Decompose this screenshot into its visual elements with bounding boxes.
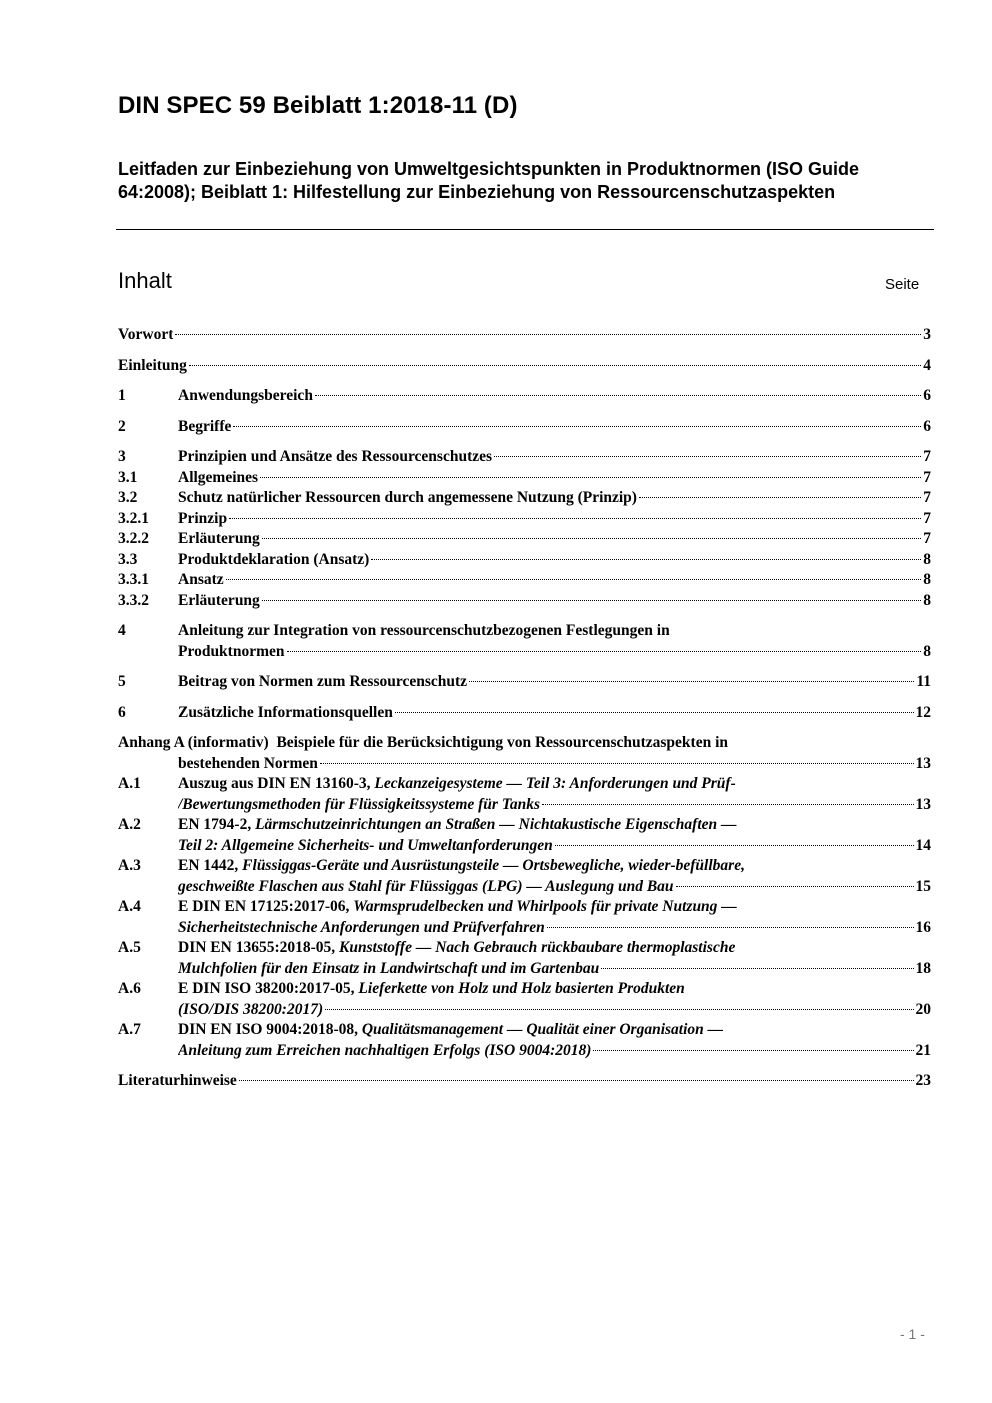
toc-entry-text: Literaturhinweise [118, 1072, 237, 1089]
toc-entry-reference: EN 1794-2, [178, 816, 256, 833]
toc-entry-vorwort[interactable] [118, 325, 931, 346]
toc-entry-number: A.4 [118, 898, 141, 915]
toc-entry-text: Produktdeklaration (Ansatz) [178, 550, 370, 568]
toc-entry-text [178, 938, 735, 959]
toc-entry-number: A.6 [118, 980, 141, 997]
dot-leader [189, 365, 921, 366]
toc-entry-text: Ansatz [178, 571, 224, 588]
toc-entry-page: 6 [923, 417, 931, 435]
toc-entry-a2-continued[interactable] [118, 836, 931, 857]
toc-entry-page: 13 [915, 795, 931, 813]
document-subtitle: Leitfaden zur Einbeziehung von Umweltgesichtspunkten in Produktnormen (ISO Guide 64:2008); Beiblatt 1: Hilfestellung zur Einbeziehung von Ressourcenschutzaspekten [118, 159, 860, 202]
toc-entry-page: 7 [923, 448, 931, 465]
toc-entry-standard-title: Anleitung zum Erreichen nachhaltigen Erfolgs (ISO 9004:2018) [178, 1041, 592, 1059]
toc-entry-6[interactable] [118, 703, 931, 724]
toc-entry-text [178, 979, 685, 1000]
toc-entry-number: 6 [118, 703, 126, 721]
toc-entry-standard-title: Kunststoffe — Nach Gebrauch rückbaubare thermoplastische [339, 939, 736, 956]
toc-entry-a4[interactable] [118, 897, 931, 918]
toc-entry-text: Einleitung [118, 356, 187, 374]
toc-entry-einleitung[interactable] [118, 356, 931, 377]
table-of-contents [118, 325, 931, 1092]
toc-entry-reference: DIN EN 13655:2018-05, [178, 939, 340, 956]
toc-entry-text: Prinzip [178, 509, 228, 527]
toc-heading: Inhalt [118, 268, 172, 293]
toc-entry-reference: E DIN ISO 38200:2017-05, [178, 980, 359, 997]
toc-entry-2[interactable] [118, 417, 931, 438]
toc-entry-number: A.3 [118, 857, 141, 874]
dot-leader [542, 804, 913, 805]
toc-entry-3-3-1[interactable] [118, 570, 931, 591]
dot-leader [229, 518, 921, 519]
toc-entry-3-3-2[interactable] [118, 591, 931, 612]
toc-entry-number: 3.2.2 [118, 530, 149, 547]
toc-entry-text: Zusätzliche Informationsquellen [178, 703, 393, 721]
toc-entry-page: 23 [915, 1072, 931, 1089]
toc-entry-a2[interactable] [118, 815, 931, 836]
toc-entry-page: 20 [915, 1000, 931, 1018]
toc-entry-page: 8 [923, 591, 931, 609]
toc-entry-text: Beitrag von Normen zum Ressourcenschutz [178, 673, 468, 690]
toc-entry-text: Produktnormen [178, 642, 285, 660]
toc-entry-a3[interactable] [118, 856, 931, 877]
toc-entry-standard-title: Warmsprudelbecken und Whirlpools für private Nutzung — [353, 898, 737, 915]
dot-leader [593, 1050, 913, 1051]
dot-leader [325, 1009, 913, 1010]
toc-entry-text: Anwendungsbereich [178, 387, 313, 404]
toc-entry-page: 21 [915, 1041, 931, 1059]
toc-entry-standard-title: Sicherheitstechnische Anforderungen und Prüfverfahren [178, 918, 545, 936]
dot-leader [262, 600, 921, 601]
toc-entry-4-continued[interactable] [118, 642, 931, 663]
dot-leader [395, 712, 914, 713]
dot-leader [555, 845, 914, 846]
toc-entry-a4-continued[interactable] [118, 918, 931, 939]
toc-entry-page: 13 [915, 754, 931, 772]
toc-entry-a5[interactable] [118, 938, 931, 959]
toc-entry-a7[interactable] [118, 1020, 931, 1041]
dot-leader [175, 334, 921, 335]
toc-entry-a6[interactable] [118, 979, 931, 1000]
dot-leader [239, 1080, 914, 1081]
toc-entry-anhang-a[interactable] [118, 733, 931, 754]
toc-entry-text: bestehenden Normen [178, 754, 318, 772]
toc-entry-a1[interactable] [118, 774, 931, 795]
toc-entry-number: A.1 [118, 775, 141, 792]
toc-entry-page: 7 [923, 509, 931, 527]
toc-entry-page: 8 [923, 571, 931, 588]
toc-entry-number: 3.3 [118, 550, 138, 568]
toc-entry-standard-title: geschweißte Flaschen aus Stahl für Flüssiggas (LPG) — Auslegung und Bau [178, 877, 674, 895]
toc-entry-number: 1 [118, 387, 126, 404]
toc-entry-page: 3 [923, 326, 931, 343]
toc-page-column-label: Seite [885, 276, 920, 293]
toc-entry-reference: E DIN EN 17125:2017-06, [178, 898, 354, 915]
toc-entry-reference: Auszug aus DIN EN 13160-3, [178, 775, 375, 792]
dot-leader [494, 456, 921, 457]
toc-entry-page: 16 [915, 918, 931, 936]
toc-entry-text [178, 897, 737, 918]
toc-entry-number: 3.2 [118, 489, 138, 506]
dot-leader [320, 763, 914, 764]
toc-entry-number: 2 [118, 417, 126, 435]
toc-entry-text: Erläuterung [178, 591, 260, 609]
toc-entry-text [178, 1020, 723, 1041]
toc-entry-page: 6 [923, 387, 931, 404]
toc-entry-number: 3.1 [118, 468, 138, 486]
toc-entry-a1-continued[interactable] [118, 795, 931, 816]
toc-entry-number: 4 [118, 622, 126, 639]
dot-leader [262, 538, 921, 539]
toc-entry-standard-title: Leckanzeigesysteme — Teil 3: Anforderungen und Prüf- [374, 775, 736, 792]
toc-entry-3-2-1[interactable] [118, 509, 931, 530]
dot-leader [547, 927, 914, 928]
toc-entry-standard-title: Lieferkette von Holz und Holz basierten Produkten [358, 980, 685, 997]
page-number: - 1 - [900, 1326, 925, 1342]
dot-leader [601, 968, 913, 969]
toc-entry-reference: DIN EN ISO 9004:2018-08, [178, 1021, 362, 1038]
toc-entry-text: Begriffe [178, 417, 232, 435]
dot-leader [639, 497, 921, 498]
toc-entry-page: 18 [915, 959, 931, 977]
dot-leader [676, 886, 914, 887]
toc-entry-text: Prinzipien und Ansätze des Ressourcenschutzes [178, 448, 493, 465]
toc-entry-standard-title: /Bewertungsmethoden für Flüssigkeitssysteme für Tanks [178, 795, 541, 813]
title-divider [116, 229, 934, 230]
toc-entry-page: 7 [923, 489, 931, 506]
toc-entry-3-1[interactable] [118, 468, 931, 489]
toc-entry-text: Anhang A (informativ) Beispiele für die Berücksichtigung von Ressourcenschutzaspekten in [118, 734, 729, 751]
dot-leader [226, 579, 922, 580]
toc-entry-text: Schutz natürlicher Ressourcen durch angemessene Nutzung (Prinzip) [178, 489, 637, 506]
toc-entry-anhang-a-continued[interactable] [118, 754, 931, 775]
toc-entry-a7-continued[interactable] [118, 1041, 931, 1062]
toc-entry-number: 3 [118, 448, 126, 465]
toc-entry-text [178, 856, 745, 877]
toc-entry-a6-continued[interactable] [118, 1000, 931, 1021]
toc-entry-text: Erläuterung [178, 530, 260, 547]
toc-entry-standard-title: Flüssiggas-Geräte und Ausrüstungsteile — Ortsbewegliche, wieder-befüllbare, [242, 857, 745, 874]
toc-entry-3-2[interactable] [118, 488, 931, 509]
toc-entry-number: A.2 [118, 816, 141, 833]
toc-entry-3[interactable] [118, 447, 931, 468]
toc-entry-text [178, 815, 737, 836]
toc-entry-4[interactable] [118, 621, 931, 642]
toc-entry-page: 14 [915, 836, 931, 854]
toc-entry-page: 15 [915, 877, 931, 895]
toc-entry-standard-title: Lärmschutzeinrichtungen an Straßen — Nichtakustische Eigenschaften — [255, 816, 737, 833]
toc-entry-standard-title: Teil 2: Allgemeine Sicherheits- und Umweltanforderungen [178, 836, 553, 854]
toc-entry-page: 8 [923, 550, 931, 568]
toc-entry-number: A.7 [118, 1021, 141, 1038]
toc-entry-3-3[interactable] [118, 550, 931, 571]
toc-entry-number: A.5 [118, 939, 141, 956]
toc-entry-page: 11 [916, 673, 931, 690]
toc-entry-number: 5 [118, 673, 126, 690]
toc-entry-a3-continued[interactable] [118, 877, 931, 898]
toc-entry-page: 12 [915, 703, 931, 721]
dot-leader [287, 651, 922, 652]
dot-leader [315, 395, 921, 396]
dot-leader [260, 477, 921, 478]
toc-entry-3-2-2[interactable] [118, 529, 931, 550]
toc-entry-standard-title: Mulchfolien für den Einsatz in Landwirtschaft und im Gartenbau [178, 959, 600, 977]
toc-entry-text: Vorwort [118, 326, 174, 343]
toc-entry-literaturhinweise[interactable] [118, 1071, 931, 1092]
toc-entry-text: Anleitung zur Integration von ressourcenschutzbezogenen Festlegungen in [178, 622, 670, 639]
toc-entry-standard-title: (ISO/DIS 38200:2017) [178, 1000, 324, 1018]
toc-entry-page: 8 [923, 642, 931, 660]
toc-entry-text [178, 774, 736, 795]
toc-entry-number: 3.3.1 [118, 571, 149, 588]
toc-entry-5[interactable] [118, 672, 931, 693]
dot-leader [233, 426, 921, 427]
toc-entry-number: 3.3.2 [118, 591, 149, 609]
toc-entry-page: 7 [923, 468, 931, 486]
toc-entry-standard-title: Qualitätsmanagement — Qualität einer Organisation — [361, 1021, 724, 1038]
toc-entry-reference: EN 1442, [178, 857, 243, 874]
toc-entry-page: 4 [923, 356, 931, 374]
toc-entry-text: Allgemeines [178, 468, 259, 486]
dot-leader [469, 681, 914, 682]
toc-entry-number: 3.2.1 [118, 509, 149, 527]
document-title: DIN SPEC 59 Beiblatt 1:2018-11 (D) [118, 92, 518, 119]
toc-entry-a5-continued[interactable] [118, 959, 931, 980]
toc-entry-page: 7 [923, 530, 931, 547]
dot-leader [371, 559, 921, 560]
toc-entry-1[interactable] [118, 386, 931, 407]
